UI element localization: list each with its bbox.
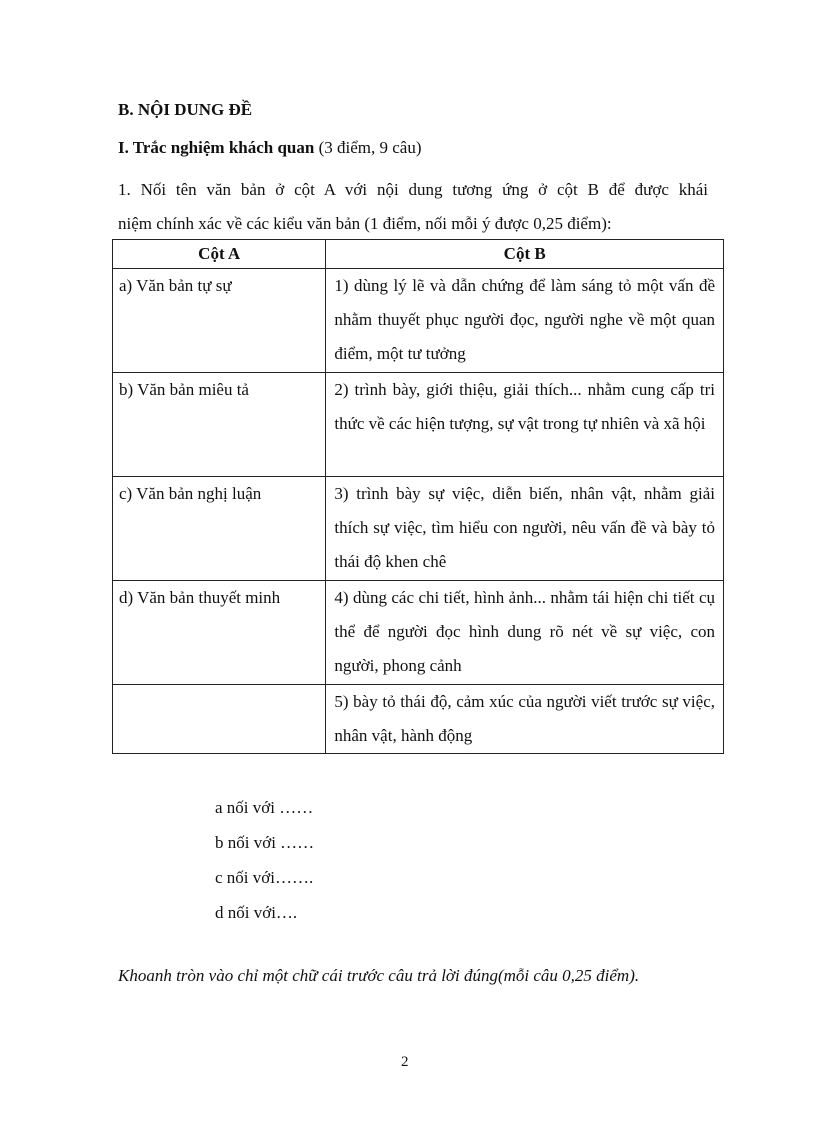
header-column-b: Cột B: [326, 240, 724, 269]
cell-a: c) Văn bản nghị luận: [113, 477, 326, 581]
section-title: [118, 138, 422, 158]
cell-a: b) Văn bản miêu tả: [113, 373, 326, 477]
table-row: [113, 581, 724, 685]
cell-b: 2) trình bày, giới thiệu, giải thích... nhằm cung cấp tri thức về các hiện tượng, sự vật trong tự nhiên và xã hội: [326, 373, 724, 477]
answer-lines: [215, 790, 314, 930]
question-1-line-1: 1. Nối tên văn bản ở cột A với nội dung tương ứng ở cột B để được khái: [118, 180, 708, 199]
question-1-line-2: niệm chính xác về các kiểu văn bản (1 điểm, nối mỗi ý được 0,25 điểm):: [118, 214, 612, 233]
section-heading: B. NỘI DUNG ĐỀ: [118, 100, 253, 119]
table-header-row: [113, 240, 724, 269]
table-row: [113, 685, 724, 754]
answer-line-d: d nối với….: [215, 903, 298, 922]
answer-line-b: b nối với ……: [215, 833, 315, 852]
section-title-bold: I. Trắc nghiệm khách quan: [118, 138, 315, 157]
header-column-a: Cột A: [113, 240, 326, 269]
table-row: [113, 477, 724, 581]
table-row: [113, 373, 724, 477]
cell-b: 3) trình bày sự việc, diễn biến, nhân vật, nhằm giải thích sự việc, tìm hiểu con người, nêu vấn đề và bày tỏ thái độ khen chê: [326, 477, 724, 581]
table-row: [113, 269, 724, 373]
instruction-text: Khoanh tròn vào chỉ một chữ cái trước câu trả lời đúng(mỗi câu 0,25 điểm).: [118, 966, 640, 985]
cell-a-empty: [113, 685, 326, 754]
cell-a: a) Văn bản tự sự: [113, 269, 326, 373]
page-number: 2: [401, 1054, 409, 1070]
answer-line-a: a nối với ……: [215, 798, 314, 817]
cell-a: d) Văn bản thuyết minh: [113, 581, 326, 685]
cell-b: 1) dùng lý lẽ và dẫn chứng để làm sáng tỏ một vấn đề nhằm thuyết phục người đọc, người nghe về một quan điểm, một tư tưởng: [326, 269, 724, 373]
matching-table: [112, 239, 724, 754]
answer-line-c: c nối với…….: [215, 868, 314, 887]
question-1: [118, 173, 708, 241]
cell-b: 4) dùng các chi tiết, hình ảnh... nhằm tái hiện chi tiết cụ thể để người đọc hình dung rõ nét về sự việc, con người, phong cảnh: [326, 581, 724, 685]
cell-b: 5) bày tỏ thái độ, cảm xúc của người viết trước sự việc, nhân vật, hành động: [326, 685, 724, 754]
section-title-rest: (3 điểm, 9 câu): [314, 138, 422, 157]
